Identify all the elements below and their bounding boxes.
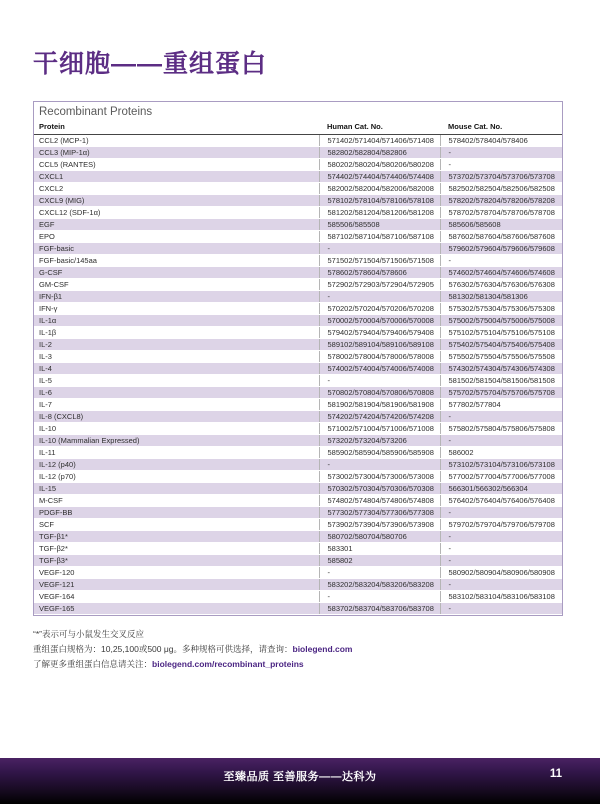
cell-protein: G-CSF [34,267,319,279]
cell-protein: IL-3 [34,351,319,363]
table-row [34,267,562,279]
footnote-cross-reactivity: “*”表示可与小鼠发生交叉反应 [33,629,144,639]
cell-mouse: - [440,531,562,543]
cell-protein: IL-2 [34,339,319,351]
cell-mouse: 566301/566302/566304 [440,483,562,495]
cell-protein: CCL5 (RANTES) [34,159,319,171]
table-row [34,207,562,219]
cell-protein: IL-1β [34,327,319,339]
cell-mouse: 585606/585608 [440,219,562,231]
table-row [34,243,562,255]
cell-mouse: 573102/573104/573106/573108 [440,459,562,471]
table-row [34,147,562,159]
cell-human: 580202/580204/580206/580208 [319,159,440,171]
table-row [34,387,562,399]
cell-human: - [319,459,440,471]
column-header-protein: Protein [34,120,319,135]
table-row [34,375,562,387]
table-row [34,411,562,423]
cell-protein: IL-8 (CXCL8) [34,411,319,423]
cell-mouse: 575402/575404/575406/575408 [440,339,562,351]
cell-human: 578102/578104/578106/578108 [319,195,440,207]
cell-human: 579402/579404/579406/579408 [319,327,440,339]
cell-mouse: 576402/576404/576406/576408 [440,495,562,507]
cell-human: 570202/570204/570206/570208 [319,303,440,315]
cell-protein: IFN-β1 [34,291,319,303]
cell-mouse: - [440,507,562,519]
cell-human: 585902/585904/585906/585908 [319,447,440,459]
cell-protein: TGF-β2* [34,543,319,555]
table-row [34,303,562,315]
cell-protein: GM-CSF [34,279,319,291]
cell-human: 587102/587104/587106/587108 [319,231,440,243]
cell-mouse: 574602/574604/574606/574608 [440,267,562,279]
table-row [34,327,562,339]
cell-protein: EPO [34,231,319,243]
cell-mouse: - [440,579,562,591]
footnote-more-info [33,657,563,672]
cell-protein: IL-12 (p70) [34,471,319,483]
cell-human: 574802/574804/574806/574808 [319,495,440,507]
cell-protein: M-CSF [34,495,319,507]
column-header-human: Human Cat. No. [319,120,440,135]
cell-mouse: 579702/579704/579706/579708 [440,519,562,531]
table-title: Recombinant Proteins [39,106,153,118]
cell-protein: VEGF-120 [34,567,319,579]
table-row [34,351,562,363]
cell-protein: FGF-basic [34,243,319,255]
cell-human: - [319,291,440,303]
cell-human: 581202/581204/581206/581208 [319,207,440,219]
cell-human: 583702/583704/583706/583708 [319,603,440,615]
cell-human: 572902/572903/572904/572905 [319,279,440,291]
cell-mouse: - [440,147,562,159]
cell-human: 573002/573004/573006/573008 [319,471,440,483]
cell-mouse: 576302/576304/576306/576308 [440,279,562,291]
table-header-row [34,120,562,135]
cell-human: 571002/571004/571006/571008 [319,423,440,435]
protein-table [34,120,562,615]
recombinant-proteins-table [33,101,563,616]
cell-mouse: 579602/579604/579606/579608 [440,243,562,255]
cell-mouse: 578202/578204/578206/578208 [440,195,562,207]
biolegend-link[interactable]: biolegend.com [292,644,353,654]
cell-human: 570802/570804/570806/570808 [319,387,440,399]
page-title: 干细胞——重组蛋白 [33,50,268,78]
cell-human: 573202/573204/573206 [319,435,440,447]
table-row [34,435,562,447]
table-row [34,135,562,147]
cell-protein: IL-5 [34,375,319,387]
cell-mouse: - [440,435,562,447]
cell-human: 578002/578004/578006/578008 [319,351,440,363]
cell-protein: IL-7 [34,399,319,411]
cell-mouse: 581302/581304/581306 [440,291,562,303]
cell-protein: IL-10 (Mammalian Expressed) [34,435,319,447]
cell-human: 570302/570304/570306/570308 [319,483,440,495]
cell-mouse: 582502/582504/582506/582508 [440,183,562,195]
table-row [34,399,562,411]
protein-table-body [34,135,562,615]
cell-human: - [319,567,440,579]
cell-protein: TGF-β1* [34,531,319,543]
cell-protein: CXCL12 (SDF-1α) [34,207,319,219]
cell-protein: IL-1α [34,315,319,327]
table-row [34,183,562,195]
table-row [34,591,562,603]
table-row [34,447,562,459]
cell-mouse: 575502/575504/575506/575508 [440,351,562,363]
table-row [34,279,562,291]
cell-human: 574002/574004/574006/574008 [319,363,440,375]
table-row [34,519,562,531]
table-row [34,255,562,267]
cell-human: 573902/573904/573906/573908 [319,519,440,531]
cell-mouse: 575002/575004/575006/575008 [440,315,562,327]
cell-mouse: 578402/578404/578406 [440,135,562,147]
cell-human: 585506/585508 [319,219,440,231]
table-row [34,471,562,483]
cell-mouse: 577802/577804 [440,399,562,411]
table-row [34,567,562,579]
table-row [34,495,562,507]
cell-protein: PDGF-BB [34,507,319,519]
cell-protein: CCL2 (MCP-1) [34,135,319,147]
cell-mouse: 575302/575304/575306/575308 [440,303,562,315]
table-row [34,339,562,351]
cell-mouse: 578702/578704/578706/578708 [440,207,562,219]
cell-human: 581902/581904/581906/581908 [319,399,440,411]
recombinant-proteins-link[interactable]: biolegend.com/recombinant_proteins [152,659,304,669]
cell-human: 570002/570004/570006/570008 [319,315,440,327]
cell-human: 583202/583204/583206/583208 [319,579,440,591]
footnotes [33,627,563,672]
cell-protein: TGF-β3* [34,555,319,567]
cell-protein: CXCL9 (MIG) [34,195,319,207]
page-number: 11 [549,768,562,780]
footer-bar [0,758,600,804]
cell-human: 577302/577304/577306/577308 [319,507,440,519]
cell-protein: CCL3 (MIP-1α) [34,147,319,159]
cell-mouse: 574302/574304/574306/574308 [440,363,562,375]
cell-human: 578602/578604/578606 [319,267,440,279]
cell-human: - [319,243,440,255]
table-row [34,507,562,519]
cell-human: 580702/580704/580706 [319,531,440,543]
cell-human: 574202/574204/574206/574208 [319,411,440,423]
table-row [34,195,562,207]
cell-human: 574402/574404/574406/574408 [319,171,440,183]
cell-protein: EGF [34,219,319,231]
table-row [34,531,562,543]
cell-protein: CXCL1 [34,171,319,183]
table-row [34,171,562,183]
cell-human: 571402/571404/571406/571408 [319,135,440,147]
cell-protein: IL-11 [34,447,319,459]
table-row [34,459,562,471]
cell-protein: IL-15 [34,483,319,495]
cell-human: 571502/571504/571506/571508 [319,255,440,267]
cell-mouse: 587602/587604/587606/587608 [440,231,562,243]
cell-mouse: - [440,543,562,555]
cell-mouse: 583102/583104/583106/583108 [440,591,562,603]
cell-human: 585802 [319,555,440,567]
table-row [34,483,562,495]
table-row [34,315,562,327]
cell-protein: FGF-basic/145aa [34,255,319,267]
cell-human: 582802/582804/582806 [319,147,440,159]
cell-mouse: - [440,555,562,567]
cell-mouse: - [440,411,562,423]
table-row [34,603,562,615]
cell-protein: IL-12 (p40) [34,459,319,471]
cell-mouse: - [440,255,562,267]
cell-mouse: 577002/577004/577006/577008 [440,471,562,483]
cell-human: - [319,591,440,603]
footer-slogan: 至臻品质 至善服务——达科为 [223,771,377,783]
table-row [34,291,562,303]
cell-protein: SCF [34,519,319,531]
footnote-sizes-text: 重组蛋白规格为：10,25,100或500 μg。多种规格可供选择，请查询： [33,644,293,654]
cell-protein: IL-10 [34,423,319,435]
table-row [34,543,562,555]
table-row [34,363,562,375]
cell-human: - [319,375,440,387]
cell-mouse: 575102/575104/575106/575108 [440,327,562,339]
cell-human: 589102/589104/589106/589108 [319,339,440,351]
cell-mouse: 575702/575704/575706/575708 [440,387,562,399]
cell-protein: VEGF-165 [34,603,319,615]
cell-mouse: 575802/575804/575806/575808 [440,423,562,435]
cell-protein: VEGF-164 [34,591,319,603]
footnote-sizes [33,642,563,657]
table-row [34,219,562,231]
column-header-mouse: Mouse Cat. No. [440,120,562,135]
cell-mouse: - [440,603,562,615]
cell-mouse: 581502/581504/581506/581508 [440,375,562,387]
cell-mouse: 586002 [440,447,562,459]
cell-protein: IL-4 [34,363,319,375]
table-row [34,231,562,243]
cell-mouse: - [440,159,562,171]
table-row [34,423,562,435]
cell-protein: IL-6 [34,387,319,399]
footnote-more-info-text: 了解更多重组蛋白信息请关注： [33,659,153,669]
table-row [34,159,562,171]
cell-human: 582002/582004/582006/582008 [319,183,440,195]
table-row [34,555,562,567]
table-row [34,579,562,591]
cell-mouse: 573702/573704/573706/573708 [440,171,562,183]
cell-mouse: 580902/580904/580906/580908 [440,567,562,579]
cell-protein: IFN-γ [34,303,319,315]
cell-human: 583301 [319,543,440,555]
cell-protein: CXCL2 [34,183,319,195]
cell-protein: VEGF-121 [34,579,319,591]
